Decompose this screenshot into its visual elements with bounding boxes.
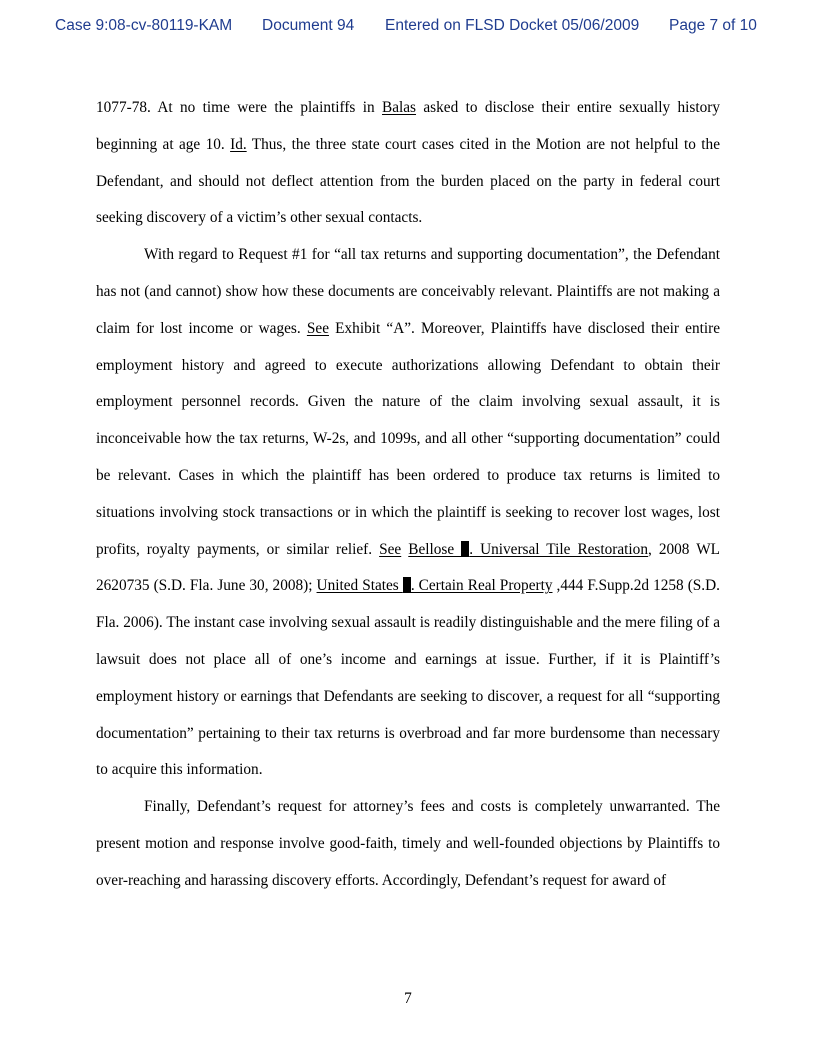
text-run: Thus, the three state court cases cited in the Motion are not helpful to the Defendant, and should not deflect attention from the burden placed on the party in federal court seeking discovery of a victim’s other sexual contacts. [96,135,720,227]
paragraph-1 [96,90,720,237]
text-run: asked to disclose their entire sexually history beginning at age 10. [96,99,720,153]
case-citation-balas: Balas [382,99,417,116]
docket-entry-date: Entered on FLSD Docket 05/06/2009 [385,17,640,34]
case-name-part: Bellose [408,540,462,558]
case-number: Case 9:08-cv-80119-KAM [55,17,233,34]
case-name-part: . Universal Tile Restoration [469,540,648,558]
case-citation-united-states [317,577,553,594]
page-indicator: Page 7 of 10 [669,17,757,34]
paragraph-3: Finally, Defendant’s request for attorney’s fees and costs is completely unwarranted. The present motion and response involve good-faith, timely and well-founded objections by Plaintiffs to over-reaching and harassing discovery efforts. Accordingly, Defendant’s request for award of [96,798,720,889]
case-name-part: . Certain Real Property [410,577,553,595]
see-signal: See [379,540,402,558]
text-run: ,444 F.Supp.2d 1258 (S.D. Fla. 2006). The instant case involving sexual assault is readily distinguishable and the mere filing of a lawsuit does not place all of one’s income and earnings at issue. Further, if it is Plaintiff’s employment history or earnings that Defendants are seeking to discover, a request for all “supporting documentation” pertaining to their tax returns is overbroad and far more burdensome than necessary to acquire this information. [96,577,720,779]
text-run: With regard to Request #1 for “all tax returns and supporting documentation”, the Defendant has not (and cannot) show how these documents are conceivably relevant. Plaintiffs are not making a claim for lost income or wages. [96,246,720,337]
document-body [96,90,720,900]
redaction-block [461,541,469,557]
page-number: 7 [404,990,412,1007]
id-citation: Id. [230,135,247,153]
see-signal: See [306,319,329,337]
case-name-part: United States [316,577,403,595]
text-run: 1077-78. At no time were the plaintiffs in [96,99,383,116]
text-run: Exhibit “A”. Moreover, Plaintiffs have disclosed their entire employment history and agreed to execute authorizations allowing Defendant to obtain their employment personnel records. Given the nature of the claim involving sexual assault, it is inconceivable how the tax returns, W-2s, and 1099s, and all other “supporting documentation” could be relevant. Cases in which the plaintiff has been ordered to produce tax returns is limited to situations involving stock transactions or in which the plaintiff is seeking to recover lost wages, lost profits, royalty payments, or similar relief. [96,319,720,558]
case-citation-bellose [408,541,648,558]
redaction-block [403,577,411,593]
document-number: Document 94 [262,17,355,34]
paragraph-2 [96,237,720,789]
text-run: , 2008 WL 2620735 (S.D. Fla. June 30, 2008); [96,540,720,595]
